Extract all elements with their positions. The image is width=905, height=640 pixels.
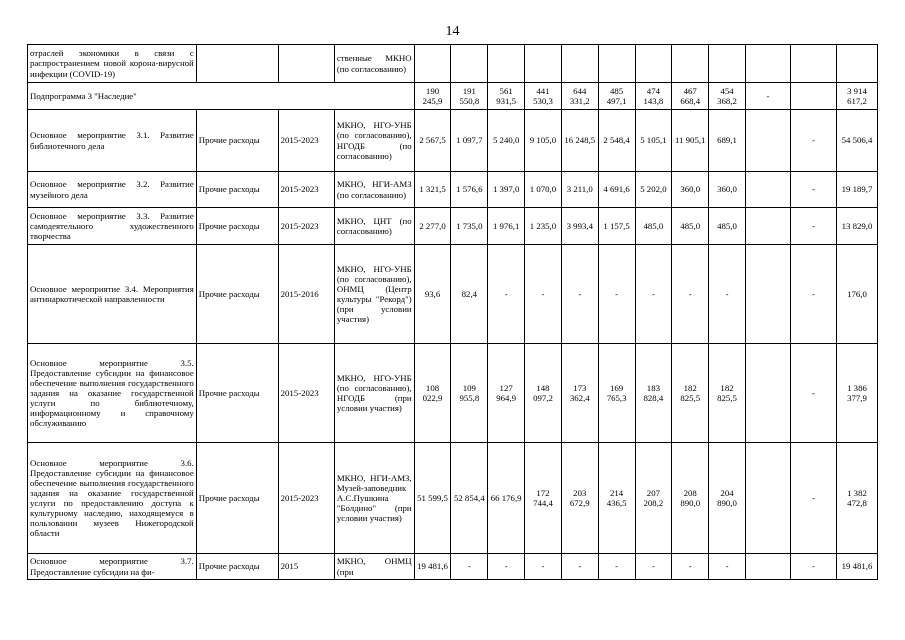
executor: МКНО, НГО-УНБ (по согласованию), НГОДБ (при условии участия) (334, 344, 414, 443)
value-cell: 360,0 (672, 172, 709, 208)
value-cell: 93,6 (414, 245, 451, 344)
measure-name: отраслей экономики в связи с распространением новой корона-вирусной инфекции (COVID-19) (28, 45, 197, 83)
value-cell: - (561, 554, 598, 580)
value-cell: - (525, 554, 562, 580)
value-cell: - (672, 554, 709, 580)
value-cell: - (790, 110, 836, 172)
value-cell: 5 240,0 (488, 110, 525, 172)
funding-source: Прочие расходы (196, 208, 278, 245)
value-cell: 214 436,5 (598, 443, 635, 554)
total-cell: 19 189,7 (836, 172, 877, 208)
value-cell: - (790, 554, 836, 580)
executor: МКНО, НГО-УНБ (по согласованию), ОНМЦ (Центр культуры "Рекорд") (при условии участия) (334, 245, 414, 344)
value-cell: 474 143,8 (635, 83, 672, 110)
value-cell: 173 362,4 (561, 344, 598, 443)
value-cell: 485,0 (635, 208, 672, 245)
value-cell: 183 828,4 (635, 344, 672, 443)
value-cell: 561 931,5 (488, 83, 525, 110)
funding-source: Прочие расходы (196, 443, 278, 554)
value-cell: 1 097,7 (451, 110, 488, 172)
value-cell: - (635, 245, 672, 344)
table-row (28, 172, 878, 208)
value-cell: 454 368,2 (709, 83, 746, 110)
value-cell: 485,0 (672, 208, 709, 245)
value-cell: - (451, 554, 488, 580)
value-cell: 16 248,5 (561, 110, 598, 172)
value-cell: - (488, 554, 525, 580)
table-row (28, 110, 878, 172)
value-cell: 1 576,6 (451, 172, 488, 208)
value-cell: 108 022,9 (414, 344, 451, 443)
value-cell: - (790, 208, 836, 245)
value-cell: - (790, 443, 836, 554)
value-cell: 1 735,0 (451, 208, 488, 245)
page-number: 14 (445, 24, 460, 39)
period: 2015-2023 (278, 344, 334, 443)
value-cell: - (672, 245, 709, 344)
subprogram-title: Подпрограмма 3 "Наследие" (28, 83, 415, 110)
funding-source: Прочие расходы (196, 344, 278, 443)
value-cell: 19 481,6 (414, 554, 451, 580)
period: 2015-2023 (278, 110, 334, 172)
value-cell: 1 397,0 (488, 172, 525, 208)
value-cell: 485 497,1 (598, 83, 635, 110)
value-cell: 172 744,4 (525, 443, 562, 554)
table-row (28, 443, 878, 554)
total-cell: 54 506,4 (836, 110, 877, 172)
value-cell: 485,0 (709, 208, 746, 245)
value-cell: 208 890,0 (672, 443, 709, 554)
value-cell: 191 550,8 (451, 83, 488, 110)
value-cell: 9 105,0 (525, 110, 562, 172)
funding-source (196, 45, 278, 83)
executor: МКНО, НГИ-АМЗ (по согласованию) (334, 172, 414, 208)
executor: ственные МКНО (по согласованию) (334, 45, 414, 83)
measure-name: Основное мероприятие 3.3. Развитие самодеятельного художественного творчества (28, 208, 197, 245)
funding-source: Прочие расходы (196, 554, 278, 580)
value-cell: 5 105,1 (635, 110, 672, 172)
value-cell: - (525, 245, 562, 344)
value-cell: 3 993,4 (561, 208, 598, 245)
value-cell: 5 202,0 (635, 172, 672, 208)
value-cell: 182 825,5 (672, 344, 709, 443)
value-cell: 4 691,6 (598, 172, 635, 208)
measure-name: Основное мероприятие 3.4. Мероприятия антинаркотической направленности (28, 245, 197, 344)
value-cell: 169 765,3 (598, 344, 635, 443)
table-row (28, 554, 878, 580)
total-cell: 13 829,0 (836, 208, 877, 245)
value-cell: 1 235,0 (525, 208, 562, 245)
period: 2015 (278, 554, 334, 580)
table-row (28, 83, 878, 110)
period (278, 45, 334, 83)
value-cell: - (635, 554, 672, 580)
value-cell: 207 208,2 (635, 443, 672, 554)
value-cell: 52 854,4 (451, 443, 488, 554)
value-cell: - (790, 172, 836, 208)
value-cell: 1 321,5 (414, 172, 451, 208)
value-cell: 204 890,0 (709, 443, 746, 554)
funding-source: Прочие расходы (196, 110, 278, 172)
executor: МКНО, НГИ-АМЗ, Музей-заповедник А.С.Пушкина "Болдино" (при условии участия) (334, 443, 414, 554)
value-cell: 467 668,4 (672, 83, 709, 110)
value-cell: - (790, 344, 836, 443)
executor: МКНО, ЦНТ (по согласованию) (334, 208, 414, 245)
total-cell: 1 382 472,8 (836, 443, 877, 554)
value-cell: - (598, 245, 635, 344)
period: 2015-2023 (278, 443, 334, 554)
value-cell: 644 331,2 (561, 83, 598, 110)
value-cell: 1 976,1 (488, 208, 525, 245)
period: 2015-2016 (278, 245, 334, 344)
measure-name: Основное мероприятие 3.7. Предоставление субсидии на фи- (28, 554, 197, 580)
value-cell: - (488, 245, 525, 344)
budget-table (27, 44, 878, 580)
value-cell: - (598, 554, 635, 580)
measure-name: Основное мероприятие 3.5. Предоставление субсидии на финансовое обеспечение выполнения государственного задания на оказание государственной услуги по библиотечному, информационному и справочному обслуживанию (28, 344, 197, 443)
value-cell: 182 825,5 (709, 344, 746, 443)
value-cell: - (790, 245, 836, 344)
measure-name: Основное мероприятие 3.6. Предоставление субсидии на финансовое обеспечение выполнения государственного задания на оказание государственной услуги по предоставлению доступа к культурному наследию, находящемуся в пользовании музеев Нижегородской области (28, 443, 197, 554)
value-cell: 2 567,5 (414, 110, 451, 172)
value-cell: 360,0 (709, 172, 746, 208)
value-cell: - (745, 83, 790, 110)
table-row (28, 245, 878, 344)
value-cell: 148 097,2 (525, 344, 562, 443)
value-cell: 2 277,0 (414, 208, 451, 245)
measure-name: Основное мероприятие 3.2. Развитие музейного дела (28, 172, 197, 208)
period: 2015-2023 (278, 208, 334, 245)
executor: МКНО, ОНМЦ (при (334, 554, 414, 580)
value-cell: 82,4 (451, 245, 488, 344)
table-row (28, 45, 878, 83)
value-cell: - (561, 245, 598, 344)
funding-source: Прочие расходы (196, 172, 278, 208)
value-cell: 2 548,4 (598, 110, 635, 172)
value-cell: 203 672,9 (561, 443, 598, 554)
table-row (28, 208, 878, 245)
value-cell: 109 955,8 (451, 344, 488, 443)
value-cell: 66 176,9 (488, 443, 525, 554)
value-cell: 3 211,0 (561, 172, 598, 208)
value-cell: 127 964,9 (488, 344, 525, 443)
value-cell: 1 157,5 (598, 208, 635, 245)
value-cell: - (709, 245, 746, 344)
value-cell: 1 070,0 (525, 172, 562, 208)
value-cell: 190 245,9 (414, 83, 451, 110)
funding-source: Прочие расходы (196, 245, 278, 344)
table-row (28, 344, 878, 443)
total-cell: 3 914 617,2 (836, 83, 877, 110)
period: 2015-2023 (278, 172, 334, 208)
total-cell: 19 481,6 (836, 554, 877, 580)
measure-name: Основное мероприятие 3.1. Развитие библиотечного дела (28, 110, 197, 172)
value-cell: 51 599,5 (414, 443, 451, 554)
executor: МКНО, НГО-УНБ (по согласованию), НГОДБ (по согласованию) (334, 110, 414, 172)
total-cell: 1 386 377,9 (836, 344, 877, 443)
value-cell: 441 530,3 (525, 83, 562, 110)
value-cell: 11 905,1 (672, 110, 709, 172)
value-cell: - (709, 554, 746, 580)
total-cell: 176,0 (836, 245, 877, 344)
value-cell: 689,1 (709, 110, 746, 172)
